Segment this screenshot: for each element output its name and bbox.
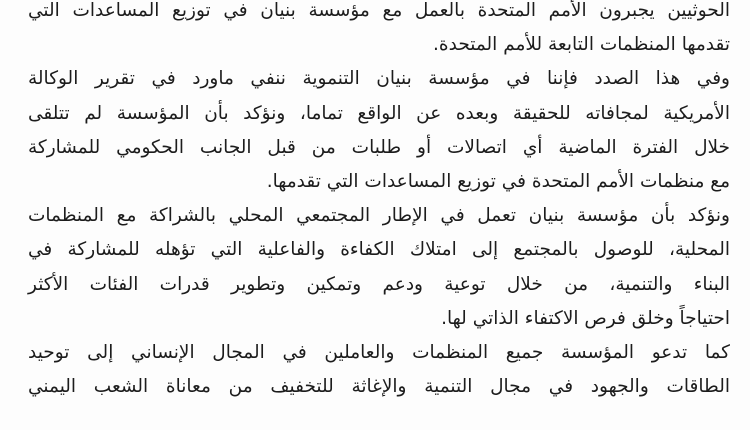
text-line: احتياجاً وخلق فرص الاكتفاء الذاتي لها.	[441, 307, 730, 329]
text-line: مع منظمات الأمم المتحدة في توزيع المساعدات التي تقدمها.	[266, 170, 730, 192]
text-line: وفي هذا الصدد فإننا في مؤسسة بنيان التنموية ننفي ماورد في تقرير الوكالة	[28, 68, 730, 90]
text-line: ونؤكد بأن مؤسسة بنيان تعمل في الإطار المجتمعي المحلي بالشراكة مع المنظمات	[28, 205, 730, 227]
text-line: تقدمها المنظمات التابعة للأمم المتحدة.	[433, 34, 730, 56]
text-line: الطاقات والجهود في مجال التنمية والإغاثة للتخفيف من معاناة الشعب اليمني	[28, 376, 730, 398]
text-line: كما تدعو المؤسسة جميع المنظمات والعاملين في المجال الإنساني إلى توحيد	[28, 341, 730, 363]
page-bottom-edge	[0, 416, 750, 430]
text-line: البناء والتنمية، من خلال توعية ودعم وتمكين وتطوير قدرات الفئات الأكثر	[28, 273, 730, 295]
text-line: الحوثيين يجبرون الأمم المتحدة بالعمل مع مؤسسة بنيان في توزيع المساعدات التي	[28, 0, 730, 21]
text-line: الأمريكية لمجافاته للحقيقة وبعده عن الواقع تماما، ونؤكد بأن المؤسسة لم تتلقى	[28, 102, 730, 124]
text-line: المحلية، للوصول بالمجتمع إلى امتلاك الكفاءة والفاعلية التي تؤهله للمشاركة في	[28, 239, 730, 261]
text-line: خلال الفترة الماضية أي اتصالات أو طلبات من قبل الجانب الحكومي للمشاركة	[28, 136, 730, 158]
article-body	[28, 0, 730, 404]
